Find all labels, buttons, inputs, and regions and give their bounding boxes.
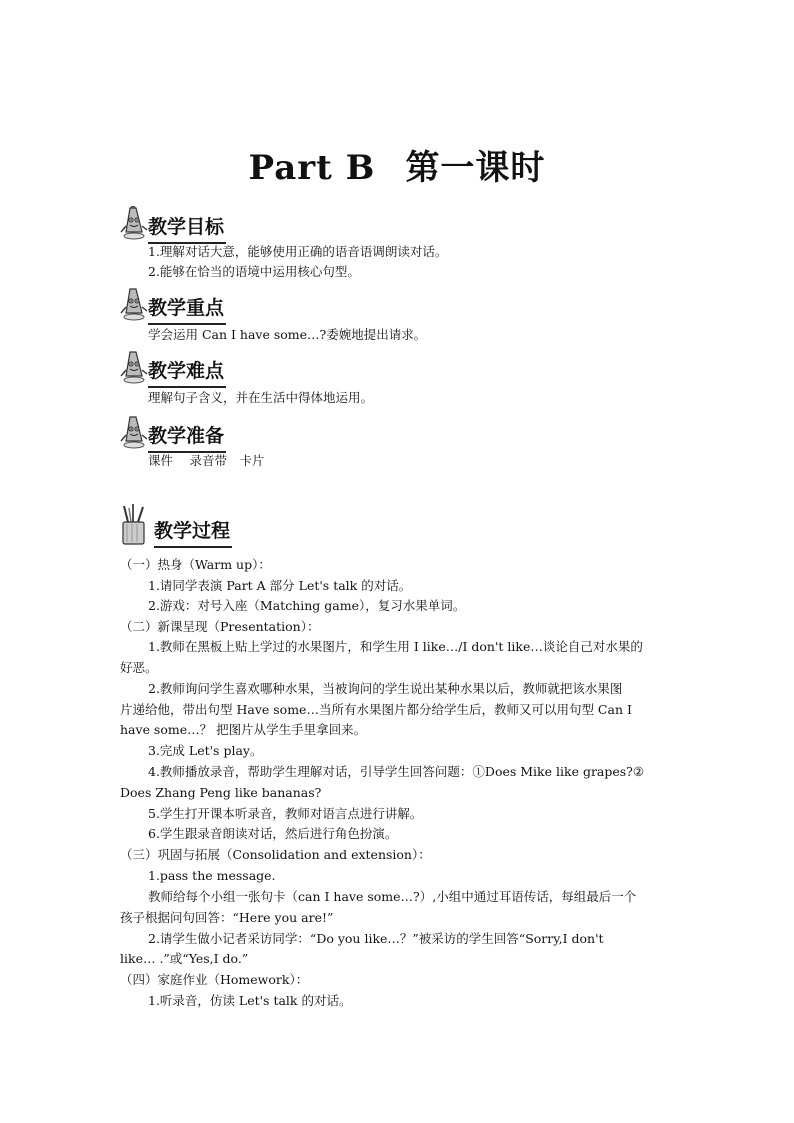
process-line-12: Does Zhang Peng like bananas? <box>120 785 322 800</box>
process-line-22: 1.听录音，仿读 Let's talk 的对话。 <box>148 993 352 1008</box>
process-line-11: 4.教师播放录音，帮助学生理解对话，引导学生回答问题：①Does Mike like grapes?② <box>148 764 645 779</box>
section-key-points-heading: 教学重点 <box>148 293 226 325</box>
process-line-15: （三）巩固与拓展（Consolidation and extension）： <box>120 847 431 862</box>
pencil-mascot-icon <box>120 350 150 386</box>
pencil-cup-icon <box>118 504 150 548</box>
process-line-19: 2.请学生做小记者采访同学：“Do you like…？”被采访的学生回答“Sorry,I don't <box>148 931 604 946</box>
process-line-14: 6.学生跟录音朗读对话，然后进行角色扮演。 <box>148 826 398 841</box>
preparation-line-1: 课件 录音带 卡片 <box>148 453 265 468</box>
process-line-4: （二）新课呈现（Presentation）： <box>120 619 320 634</box>
key-points-line-1: 学会运用 Can I have some…?委婉地提出请求。 <box>148 327 427 342</box>
difficulties-line-1: 理解句子含义，并在生活中得体地运用。 <box>148 390 374 405</box>
pencil-mascot-icon <box>120 415 150 451</box>
process-line-9: have some…？ 把图片从学生手里拿回来。 <box>120 722 367 737</box>
page-title-english: Part B <box>248 148 376 188</box>
process-line-13: 5.学生打开课本听录音，教师对语言点进行讲解。 <box>148 806 423 821</box>
page-title <box>0 140 794 189</box>
pencil-mascot-icon <box>120 287 150 323</box>
process-line-21: （四）家庭作业（Homework）： <box>120 972 309 987</box>
process-line-18: 孩子根据问句回答：“Here you are!” <box>120 910 334 925</box>
pencil-mascot-icon <box>120 206 150 242</box>
process-line-1: （一）热身（Warm up）： <box>120 557 271 572</box>
process-line-20: like… .”或“Yes,I do.” <box>120 951 249 966</box>
process-line-2: 1.请同学表演 Part A 部分 Let's talk 的对话。 <box>148 578 412 593</box>
section-difficulties-heading: 教学难点 <box>148 356 226 388</box>
section-goals-heading: 教学目标 <box>148 212 226 244</box>
goals-line-2: 2.能够在恰当的语境中运用核心句型。 <box>148 264 360 279</box>
process-line-8: 片递给他，带出句型 Have some…当所有水果图片都分给学生后，教师又可以用句型 Can I <box>120 702 632 717</box>
process-line-16: 1.pass the message. <box>148 868 276 883</box>
process-line-6: 好恶。 <box>120 660 158 675</box>
goals-line-1: 1.理解对话大意，能够使用正确的语音语调朗读对话。 <box>148 244 448 259</box>
page-title-chinese: 第一课时 <box>405 148 546 188</box>
process-line-5: 1.教师在黑板上贴上学过的水果图片，和学生用 I like…/I don't like…谈论自己对水果的 <box>148 639 643 654</box>
process-line-3: 2.游戏：对号入座（Matching game），复习水果单词。 <box>148 598 466 613</box>
process-line-10: 3.完成 Let's play。 <box>148 743 263 758</box>
process-line-7: 2.教师询问学生喜欢哪种水果，当被询问的学生说出某种水果以后，教师就把该水果图 <box>148 681 623 696</box>
process-line-17: 教师给每个小组一张句卡（can I have some…?）,小组中通过耳语传话，每组最后一个 <box>148 889 637 904</box>
section-process-heading: 教学过程 <box>154 516 232 548</box>
section-preparation-heading: 教学准备 <box>148 421 226 453</box>
